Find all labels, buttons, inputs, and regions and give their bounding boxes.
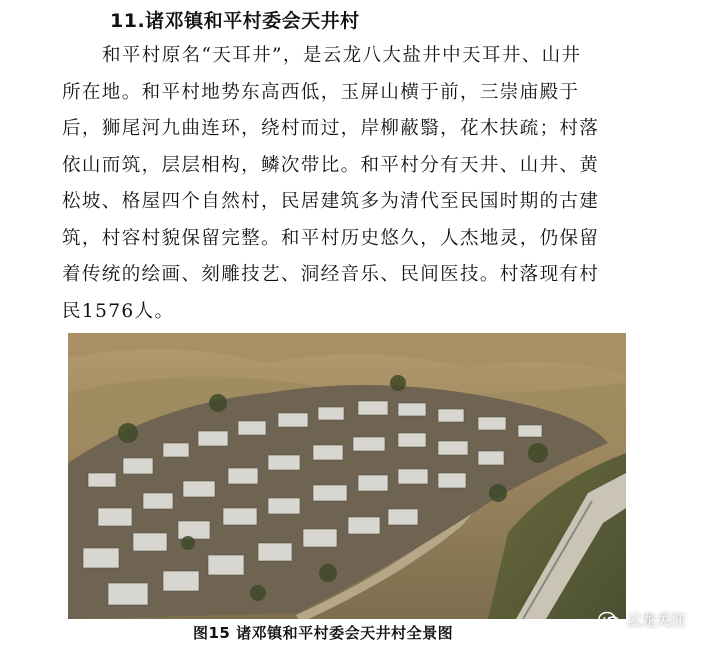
village-panorama-photo bbox=[68, 333, 626, 619]
village-aerial-illustration bbox=[68, 333, 626, 619]
paragraph-line: 松坡、格屋四个自然村，民居建筑多为清代至民国时期的古建 bbox=[62, 191, 600, 212]
paragraph-line: 后，狮尾河九曲连环，绕村而过，岸柳蔽翳，花木扶疏；村落 bbox=[62, 118, 600, 139]
paragraph-line: 所在地。和平村地势东高西低，玉屏山横于前，三崇庙殿于 bbox=[62, 81, 580, 103]
watermark-text: 云龙关注 bbox=[625, 611, 686, 629]
paragraph-line: 民1576人。 bbox=[62, 300, 175, 322]
account-watermark bbox=[598, 609, 686, 630]
paragraph-line: 筑，村容村貌保留完整。和平村历史悠久，人杰地灵，仍保留 bbox=[62, 227, 600, 249]
figure-caption: 图15 诸邓镇和平村委会天井村全景图 bbox=[193, 624, 454, 642]
wechat-icon bbox=[598, 611, 620, 629]
paragraph-line: 着传统的绘画、刻雕技艺、洞经音乐、民间医技。村落现有村 bbox=[62, 264, 600, 285]
section-heading: 11.诸邓镇和平村委会天井村 bbox=[110, 10, 360, 32]
paragraph-line: 依山而筑，层层相构，鳞次带比。和平村分有天井、山井、黄 bbox=[62, 154, 600, 176]
body-paragraph bbox=[62, 38, 632, 330]
paragraph-line: 和平村原名“天耳井”，是云龙八大盐井中天耳井、山井 bbox=[102, 45, 582, 66]
